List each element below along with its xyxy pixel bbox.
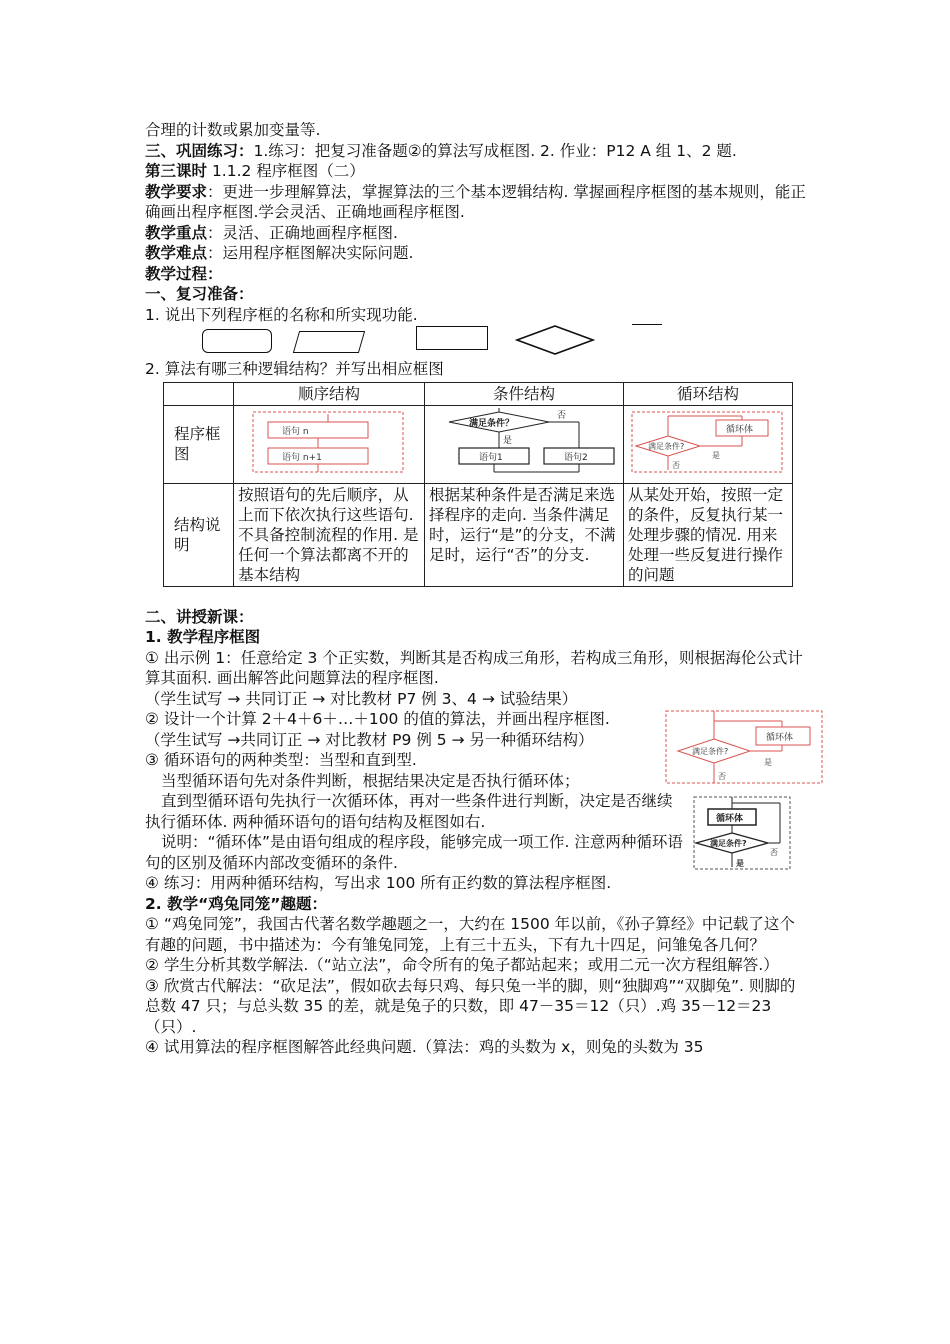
line-counter-note: 合理的计数或累加变量等. bbox=[145, 121, 321, 139]
example-2-text: ② 设计一个计算 2＋4＋6＋…＋100 的值的算法，并画出程序框图. bbox=[145, 710, 610, 728]
cond-s1-label: 语句1 bbox=[478, 452, 503, 463]
fig1-cond-label: 满足条件? bbox=[692, 747, 729, 756]
loop-no-label: 否 bbox=[671, 460, 680, 470]
key-points-heading: 教学重点 bbox=[145, 223, 208, 242]
cond-label: 满足条件？ bbox=[468, 418, 514, 429]
table-corner-cell bbox=[164, 382, 234, 405]
practice-line bbox=[145, 141, 810, 162]
fig2-no-label: 否 bbox=[770, 848, 778, 857]
sequence-flowchart-cell bbox=[234, 405, 425, 483]
flowchart-shapes-row bbox=[145, 325, 810, 357]
desc-sequence: 按照语句的先后顺序，从上而下依次执行这些语句. 不具备控制流程的作用. 是任何一个算法都离不开的基本结构 bbox=[234, 483, 425, 586]
row-label-description: 结构说明 bbox=[164, 483, 234, 586]
loop-body-label: 循环体 bbox=[725, 424, 753, 435]
lesson-number: 第三课时 bbox=[145, 162, 208, 180]
loop-body-note: 说明：“循环体”是由语句组成的程序段，能够完成一项工作. 注意两种循环语句的区别及循环内部改变循环的条件. bbox=[145, 833, 683, 872]
new-lesson-heading: 二、讲授新课： bbox=[145, 607, 254, 626]
desc-condition: 根据某种条件是否满足来选择程序的走向. 当条件满足时，运行“是”的分支，不满足时，运行“否”的分支. bbox=[424, 483, 623, 586]
fig2-body-label: 循环体 bbox=[716, 814, 744, 824]
condition-flowchart-cell bbox=[424, 405, 623, 483]
loop-cond-label: 满足条件? bbox=[647, 441, 685, 451]
teaching-difficulties bbox=[145, 243, 810, 264]
sequence-flowchart bbox=[238, 408, 418, 476]
fig2-cond-label: 满足条件? bbox=[710, 839, 747, 848]
flow-line-shape bbox=[632, 324, 662, 325]
loop-yes-label: 是 bbox=[711, 450, 720, 460]
question-2: 2. 算法有哪三种逻辑结构？并写出相应框图 bbox=[145, 360, 444, 378]
chicken-rabbit-intro: ① “鸡兔同笼”，我国古代著名数学趣题之一，大约在 1500 年以前，《孙子算经》中记载了这个有趣的问题，书中描述为：今有雏兔同笼，上有三十五头，下有九十四足，问雏兔各几何？ bbox=[145, 915, 795, 954]
review-heading: 一、复习准备： bbox=[145, 285, 254, 303]
practice-divisors: ④ 练习：用两种循环结构，写出求 100 所有正约数的算法程序框图. bbox=[145, 874, 612, 892]
requirements-heading: 教学要求 bbox=[145, 182, 208, 201]
table-row-descriptions bbox=[164, 483, 793, 586]
loop-flowchart bbox=[628, 408, 788, 476]
header-sequence: 顺序结构 bbox=[234, 382, 425, 405]
fig2-yes-label: 是 bbox=[736, 859, 744, 868]
loop-flowchart-cell bbox=[623, 405, 792, 483]
header-loop: 循环结构 bbox=[623, 382, 792, 405]
condition-flowchart bbox=[429, 408, 619, 476]
chicken-rabbit-analysis: ② 学生分析其数学解法.（“站立法”，命令所有的兔子都站起来；或用二元一次方程组解答.） bbox=[145, 956, 779, 974]
difficulties-heading: 教学难点 bbox=[145, 244, 208, 262]
until-loop-text: 直到型循环语句先执行一次循环体，再对一些条件进行判断，决定是否继续执行循环体. 两种循环语句的语句结构及框图如右. bbox=[145, 792, 673, 831]
io-shape bbox=[293, 331, 365, 353]
lesson-title bbox=[145, 161, 810, 182]
header-condition: 条件结构 bbox=[424, 382, 623, 405]
process-line bbox=[145, 264, 810, 285]
process-heading: 教学过程 bbox=[145, 264, 208, 283]
table-header-row bbox=[164, 382, 793, 405]
requirements-text: ：更进一步理解算法，掌握算法的三个基本逻辑结构. 掌握画程序框图的基本规则，能正确画出程序框图.学会灵活、正确地画程序框图. bbox=[145, 182, 806, 221]
practice-text: 1.练习：把复习准备题②的算法写成框图. 2. 作业：P12 A 组 1、2 题. bbox=[253, 141, 737, 160]
desc-loop: 从某处开始，按照一定的条件，反复执行某一处理步骤的情况. 用来处理一些反复进行操作的问题 bbox=[623, 483, 792, 586]
question-1: 1. 说出下列程序框的名称和所实现功能. bbox=[145, 305, 418, 324]
example-1-process: （学生试写 → 共同订正 → 对比教材 P7 例 3、4 → 试验结果） bbox=[145, 689, 578, 708]
flowchart-teaching-heading: 1. 教学程序框图 bbox=[145, 628, 261, 646]
while-loop-text: 当型循环语句先对条件判断，根据结果决定是否执行循环体； bbox=[161, 771, 580, 790]
difficulties-text: ：运用程序框图解决实际问题. bbox=[207, 244, 414, 262]
lesson-topic: 1.1.2 程序框图（二） bbox=[207, 162, 365, 180]
loop-types-text: ③ 循环语句的两种类型：当型和直到型. bbox=[145, 751, 417, 769]
chicken-rabbit-algorithm: ④ 试用算法的程序框图解答此经典问题.（算法：鸡的头数为 x，则兔的头数为 35 bbox=[145, 1038, 704, 1056]
teaching-requirements bbox=[145, 182, 810, 223]
example-1-text: ① 出示例 1：任意给定 3 个正实数，判断其是否构成三角形，若构成三角形，则根据海伦公式计算其面积. 画出解答此问题算法的程序框图. bbox=[145, 648, 803, 687]
teaching-key-points bbox=[145, 223, 810, 244]
chicken-rabbit-heading: 2. 教学“鸡兔同笼”趣题： bbox=[145, 894, 327, 913]
document-page bbox=[145, 120, 810, 1058]
key-points-text: ：灵活、正确地画程序框图. bbox=[207, 223, 398, 242]
fig1-no-label: 否 bbox=[718, 772, 726, 781]
practice-heading: 三、巩固练习： bbox=[145, 141, 254, 160]
decision-shape bbox=[515, 324, 595, 356]
seq-label-n: 语句 n bbox=[282, 426, 309, 437]
example-2-process: （学生试写 →共同订正 → 对比教材 P9 例 5 → 另一种循环结构） bbox=[145, 730, 594, 749]
chicken-rabbit-ancient: ③ 欣赏古代解法：“砍足法”，假如砍去每只鸡、每只兔一半的脚，则“独脚鸡”“双脚兔”. 则脚的总数 47 只；与总头数 35 的差，就是兔子的只数，即 47－35＝12（只）.鸡 35－12＝23（只）. bbox=[145, 976, 796, 1036]
seq-label-n1: 语句 n+1 bbox=[282, 452, 322, 463]
fig1-yes-label: 是 bbox=[764, 758, 772, 767]
table-row-flowcharts bbox=[164, 405, 793, 483]
cond-no-label: 否 bbox=[556, 410, 566, 421]
logic-structures-table bbox=[163, 382, 793, 587]
fig1-body-label: 循环体 bbox=[766, 733, 794, 743]
terminal-shape bbox=[202, 329, 272, 353]
process-shape bbox=[416, 326, 488, 350]
row-label-flowchart: 程序框图 bbox=[164, 405, 234, 483]
cond-s2-label: 语句2 bbox=[563, 452, 588, 463]
while-loop-figure bbox=[664, 709, 826, 787]
process-colon: ： bbox=[207, 264, 223, 283]
until-loop-figure bbox=[692, 795, 792, 871]
cond-yes-label: 是 bbox=[502, 435, 512, 446]
